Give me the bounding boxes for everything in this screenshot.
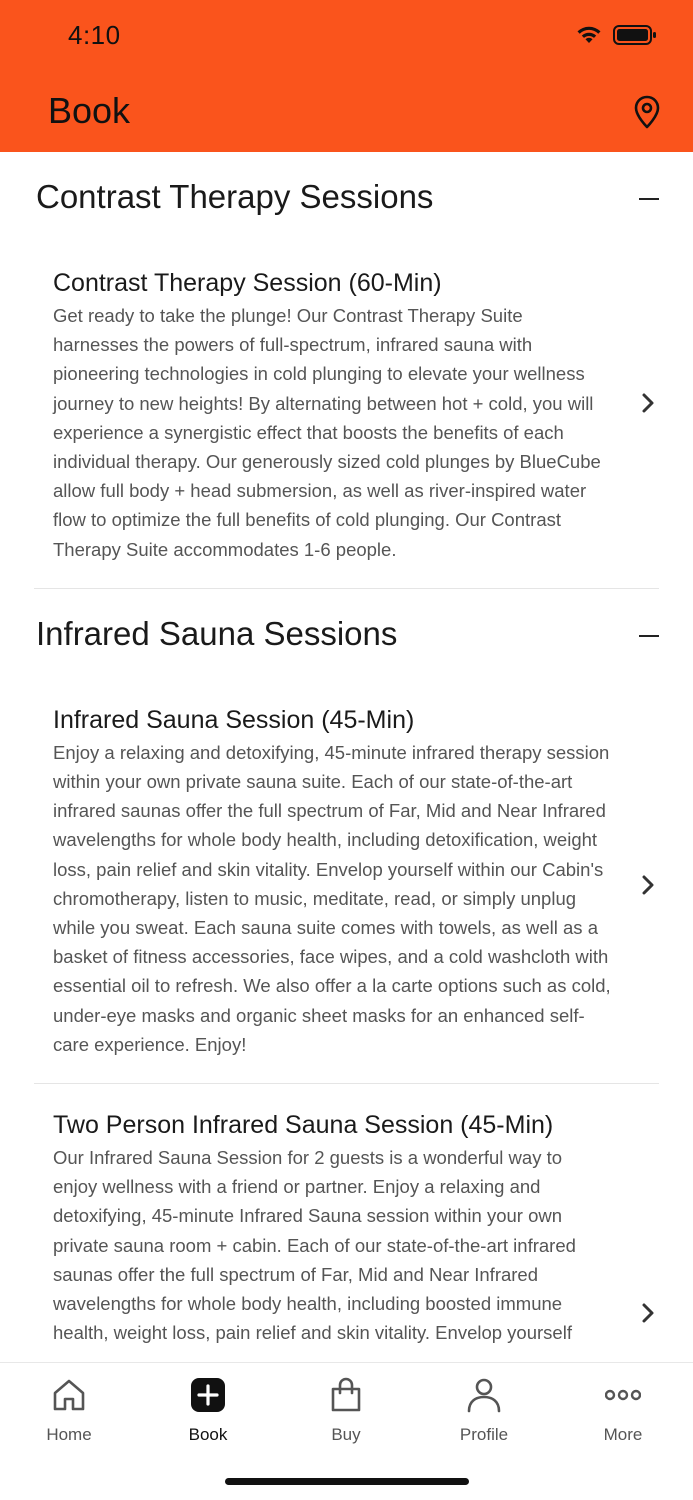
tab-label: Buy	[331, 1425, 361, 1444]
session-title: Infrared Sauna Session (45-Min)	[53, 705, 415, 734]
tab-book[interactable]	[158, 1377, 258, 1445]
plus-square-icon	[190, 1377, 226, 1413]
tab-profile[interactable]	[434, 1377, 534, 1445]
battery-icon	[613, 24, 657, 46]
wifi-icon	[575, 25, 603, 45]
home-indicator[interactable]	[225, 1478, 469, 1485]
shopping-bag-icon	[328, 1377, 364, 1413]
session-description: Get ready to take the plunge! Our Contrast Therapy Suite harnesses the powers of full-spectrum, infrared sauna with pioneering technologies in cold plunging to elevate your wellness journey to new heights! By alternating between hot + cold, you will experience a synergistic effect that boosts the benefits of each individual therapy. Our generously sized cold plunges by BlueCube allow full body + head submersion, as well as river-inspired water flow to optimize the full benefits of cold plunging. Our Contrast Therapy Suite accommodates 1-6 people.	[53, 305, 601, 560]
session-description: Enjoy a relaxing and detoxifying, 45-minute infrared therapy session within your own private sauna suite. Each of our state-of-the-art infrared saunas offer the full spectrum of Far, Mid and Near Infrared wavelengths for whole body health, including detoxification, weight loss, pain relief and skin vitality. Envelop yourself within our Cabin's chromotherapy, listen to music, meditate, read, or simply unplug while you sweat. Each sauna suite comes with towels, as well as a basket of fitness accessories, face wipes, and a cold washcloth with essential oil to refresh. We also offer a la carte options such as cold, under-eye masks and organic sheet masks for an enhanced self-care experience. Enjoy!	[53, 741, 611, 1055]
section-contrast-therapy	[0, 152, 693, 589]
chevron-right-icon[interactable]	[641, 1302, 655, 1324]
session-item[interactable]	[34, 244, 659, 589]
chevron-right-icon[interactable]	[641, 392, 655, 414]
chevron-right-icon[interactable]	[641, 874, 655, 896]
session-item[interactable]	[34, 1084, 659, 1362]
collapse-icon[interactable]	[639, 635, 659, 637]
tab-buy[interactable]	[296, 1377, 396, 1445]
status-bar	[0, 0, 693, 72]
app-header	[0, 72, 693, 152]
session-description: Our Infrared Sauna Session for 2 guests is a wonderful way to enjoy wellness with a friend or partner. Enjoy a relaxing and detoxifying, 45-minute Infrared Sauna session within your own private sauna room + cabin. Each of our state-of-the-art infrared saunas offer the full spectrum of Far, Mid and Near Infrared wavelengths for whole body health, including boosted immune health, weight loss, pain relief and skin vitality. Envelop yourself	[53, 1147, 576, 1344]
more-dots-icon	[605, 1377, 641, 1413]
home-icon	[51, 1377, 87, 1413]
section-title: Infrared Sauna Sessions	[36, 614, 398, 652]
page-title: Book	[48, 90, 131, 131]
tab-label: More	[603, 1425, 643, 1444]
session-list[interactable]	[0, 152, 693, 1362]
session-title: Two Person Infrared Sauna Session (45-Min)	[53, 1111, 554, 1140]
location-pin-icon[interactable]	[631, 94, 663, 130]
session-title: Contrast Therapy Session (60-Min)	[53, 269, 442, 297]
tab-label: Profile	[459, 1425, 509, 1444]
status-time: 4:10	[68, 20, 121, 50]
tab-label: Home	[46, 1425, 92, 1444]
tab-label: Book	[188, 1425, 228, 1444]
section-header[interactable]	[0, 152, 693, 244]
status-icons	[575, 24, 657, 46]
tab-home[interactable]	[19, 1377, 119, 1445]
section-infrared-sauna	[0, 589, 693, 1362]
section-header[interactable]	[0, 589, 693, 681]
session-item[interactable]	[34, 681, 659, 1084]
collapse-icon[interactable]	[639, 198, 659, 200]
section-title: Contrast Therapy Sessions	[36, 178, 434, 215]
tab-more[interactable]	[573, 1377, 673, 1445]
person-icon	[466, 1377, 502, 1413]
